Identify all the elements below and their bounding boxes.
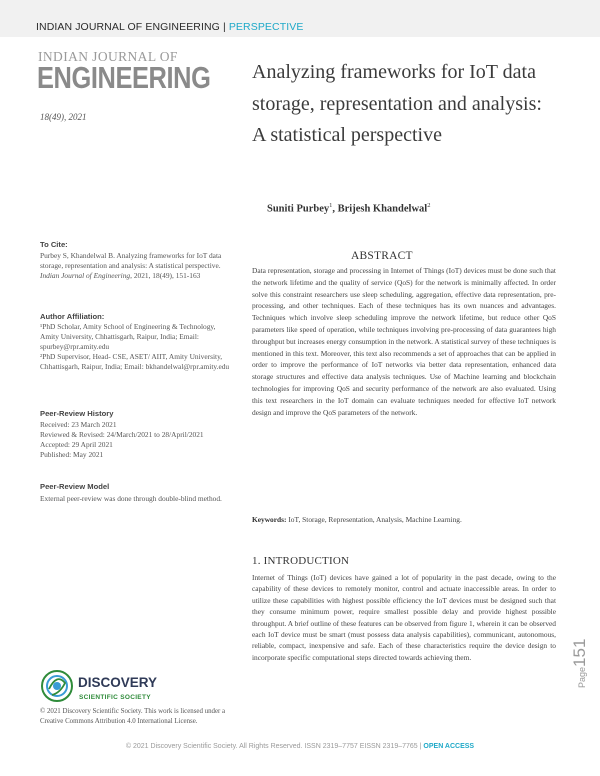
keywords <box>252 515 556 524</box>
received-date: Received: 23 March 2021 <box>40 420 117 429</box>
keywords-text: IoT, Storage, Representation, Analysis, Machine Learning. <box>286 515 462 524</box>
introduction-text: Internet of Things (IoT) devices have gained a lot of popularity in the past decade, owing to the capability of these devices to remotely monitor, control and actuate inaccessible areas. In order to utilize these capabilities with highest possible efficiency the IoT devices must be designed such that they consume minimum power, require smallest possible delay and provide highest possible throughput. A brief outline of these features can be observed from figure 1, wherein it can be observed each IoT device must be smart (must possess data analysis capabilities), communicant, autonomous, reliable, compact, inexpensive and safe. Each of these characteristics require the device design to incorporate specific computational steps directed towards achieving them. <box>252 573 556 662</box>
reviewed-date: Reviewed & Revised: 24/March/2021 to 28/April/2021 <box>40 430 204 439</box>
article-title: Analyzing frameworks for IoT data storage, representation and analysis: A statistical perspective <box>252 61 542 146</box>
footer <box>0 743 600 750</box>
peer-review-history-heading: Peer-Review History <box>40 409 114 418</box>
footer-text: © 2021 Discovery Scientific Society. All Rights Reserved. ISSN 2319–7757 EISSN 2319–7765 | <box>125 743 424 750</box>
author-separator: , <box>332 203 338 215</box>
affiliation-2: ²PhD Supervisor, Head- CSE, ASET/ AIIT, Amity University, Chhattisgarh, Raipur, India; Email: bkhandelwal@rpr.amity.edu <box>40 352 230 371</box>
header-journal-name: INDIAN JOURNAL OF ENGINEERING <box>36 21 220 33</box>
peer-review-history <box>40 420 235 460</box>
publisher-name: DISCOVERY <box>78 675 158 690</box>
cite-heading: To Cite: <box>40 240 68 249</box>
logo-top-line: INDIAN JOURNAL OF <box>38 49 178 64</box>
author-sup: 1 <box>329 202 333 209</box>
affiliation-1: ¹PhD Scholar, Amity School of Engineering & Technology, Amity University, Chhattisgarh, Raipur, India; Email: spurbey@rpr.amity.edu <box>40 322 216 351</box>
keywords-label: Keywords: <box>252 515 287 524</box>
citation-journal: Indian Journal of Engineering <box>40 271 131 280</box>
author-name: Brijesh Khandelwal <box>337 203 428 215</box>
logo-main-word: ENGINEERING <box>37 60 211 95</box>
affiliation-heading: Author Affiliation: <box>40 312 105 321</box>
header-separator: | <box>219 21 229 33</box>
page-number-value: 151 <box>570 638 589 667</box>
header-section: PERSPECTIVE <box>228 21 304 33</box>
abstract-text: Data representation, storage and processing in Internet of Things (IoT) devices must be done such that the network lifetime and the quality of service (QoS) for the network is minimally affected. In order solve this constraint researchers use sleep scheduling, aggregation, effective data representation, pre-processing, and other techniques. Each of these techniques has its own nuances and advantages. Techniques which involve sleep scheduling improve the network lifetime, but reduce other QoS parameters like speed of operation, while techniques involving pre-processing of data guarantees high throughput but increases energy consumption in the network. A statistical survey of these techniques is mentioned in this text. Moreover, this text also recommends a set of approaches that can be applied in order to improve the performance of IoT networks via better data representation, enhanced data storage structures and effective data analysis techniques. Use of Machine learning and blockchain technologies for improving QoS and security performance of the network are also evaluated. Using this text researchers in the IoT domain can evaluate techniques needed for effective IoT network design and improve the QoS parameters of the network. <box>252 266 556 417</box>
author-list <box>267 202 430 215</box>
abstract-heading: ABSTRACT <box>351 250 413 262</box>
citation-plain: Purbey S, Khandelwal B. Analyzing frameworks for IoT data storage, representation and analysis: A statistical perspective. <box>40 251 222 270</box>
journal-header-text <box>36 21 303 33</box>
peer-review-model-text: External peer-review was done through double-blind method. <box>40 494 222 503</box>
accepted-date: Accepted: 29 April 2021 <box>40 440 113 449</box>
page-word: Page <box>577 666 587 688</box>
author-sup: 2 <box>427 202 431 209</box>
published-date: Published: May 2021 <box>40 450 104 459</box>
page-number <box>570 639 590 688</box>
peer-review-model-heading: Peer-Review Model <box>40 482 110 491</box>
publisher-subtitle: SCIENTIFIC SOCIETY <box>79 694 151 701</box>
citation-tail: , 2021, 18(49), 151-163 <box>130 271 201 280</box>
discovery-society-logo-icon <box>40 669 74 703</box>
open-access-label: OPEN ACCESS <box>423 743 475 750</box>
issue-number: 18(49), 2021 <box>40 112 87 122</box>
citation-text <box>40 251 230 281</box>
introduction-heading: 1. INTRODUCTION <box>252 555 350 567</box>
affiliation-block <box>40 322 230 372</box>
license-text: © 2021 Discovery Scientific Society. This work is licensed under a Creative Commons Attribution 4.0 International License. <box>40 708 226 725</box>
author-name: Suniti Purbey <box>267 203 330 215</box>
